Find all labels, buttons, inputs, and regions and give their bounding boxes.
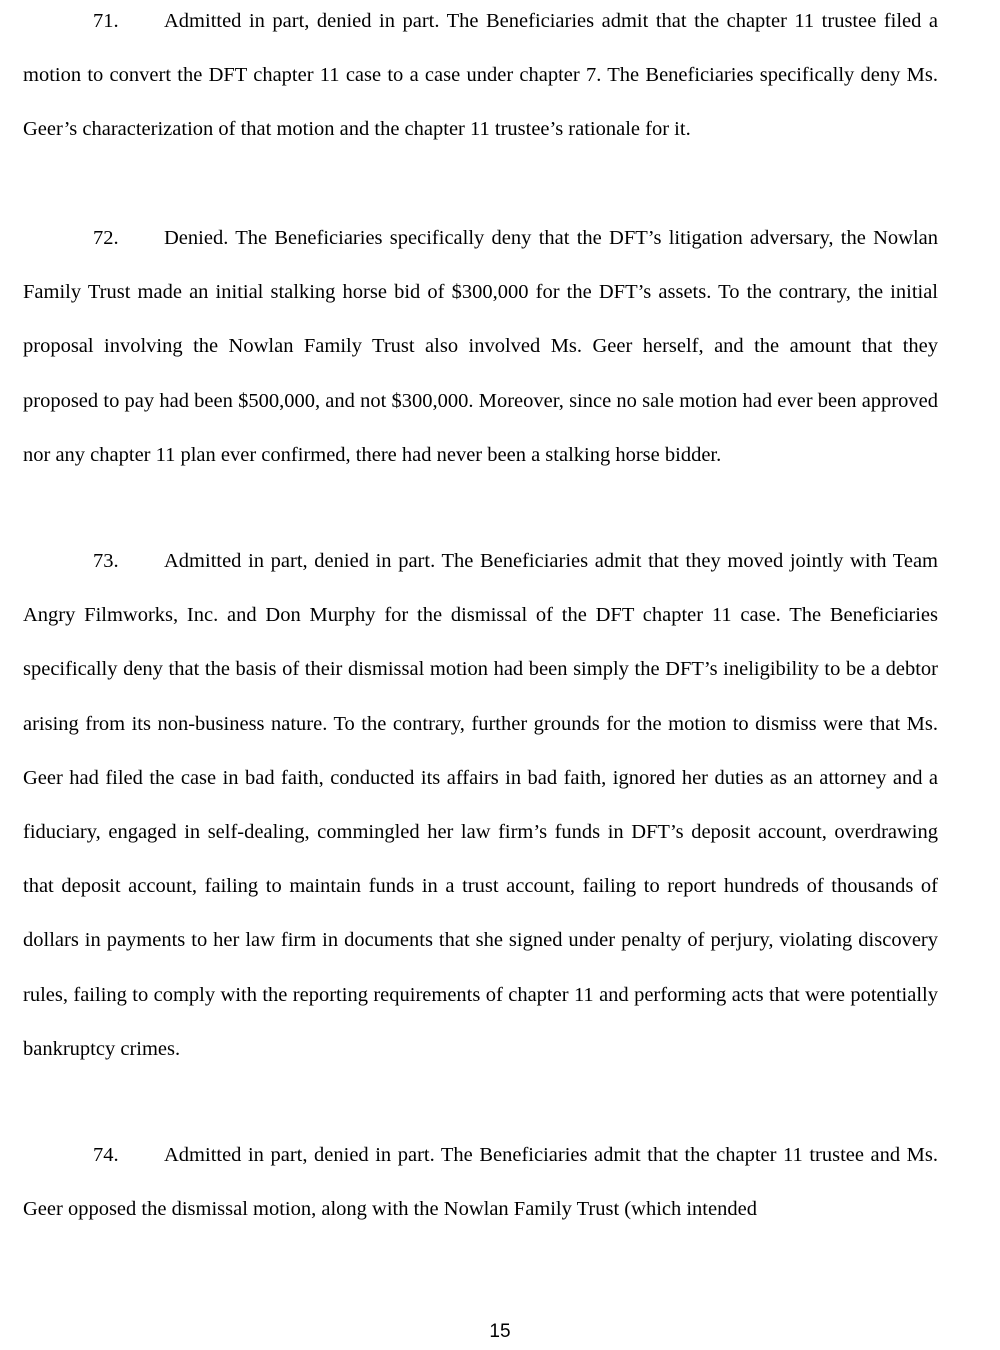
paragraph-number: 74. <box>93 1144 119 1166</box>
paragraph-71 <box>23 0 938 157</box>
page-number: 15 <box>489 1321 511 1342</box>
paragraph-74 <box>23 1128 938 1236</box>
paragraph-73 <box>23 534 938 1076</box>
paragraph-number: 71. <box>93 10 119 32</box>
paragraph-text: Admitted in part, denied in part. The Beneficiaries admit that the chapter 11 trustee filed a motion to convert the DFT chapter 11 case to a case under chapter 7. The Beneficiaries specifically deny Ms. Geer’s characterization of that motion and the chapter 11 trustee’s rationale for it. <box>23 10 938 141</box>
paragraph-number: 73. <box>93 550 119 572</box>
paragraph-72 <box>23 211 938 482</box>
paragraph-text: Denied. The Beneficiaries specifically deny that the DFT’s litigation adversary, the Nowlan Family Trust made an initial stalking horse bid of $300,000 for the DFT’s assets. To the contrary, the initial proposal involving the Nowlan Family Trust also involved Ms. Geer herself, and the amount that they proposed to pay had been $500,000, and not $300,000. Moreover, since no sale motion had ever been approved nor any chapter 11 plan ever confirmed, there had never been a stalking horse bidder. <box>23 227 938 466</box>
paragraph-text: Admitted in part, denied in part. The Beneficiaries admit that the chapter 11 trustee and Ms. Geer opposed the dismissal motion, along with the Nowlan Family Trust (which intended <box>23 1144 938 1221</box>
paragraph-text: Admitted in part, denied in part. The Beneficiaries admit that they moved jointly with Team Angry Filmworks, Inc. and Don Murphy for the dismissal of the DFT chapter 11 case. The Beneficiaries specifically deny that the basis of their dismissal motion had been simply the DFT’s ineligibility to be a debtor arising from its non-business nature. To the contrary, further grounds for the motion to dismiss were that Ms. Geer had filed the case in bad faith, conducted its affairs in bad faith, ignored her duties as an attorney and a fiduciary, engaged in self-dealing, commingled her law firm’s funds in DFT’s deposit account, overdrawing that deposit account, failing to maintain funds in a trust account, failing to report hundreds of thousands of dollars in payments to her law firm in documents that she signed under penalty of perjury, violating discovery rules, failing to comply with the reporting requirements of chapter 11 and performing acts that were potentially bankruptcy crimes. <box>23 550 938 1060</box>
paragraph-number: 72. <box>93 227 119 249</box>
